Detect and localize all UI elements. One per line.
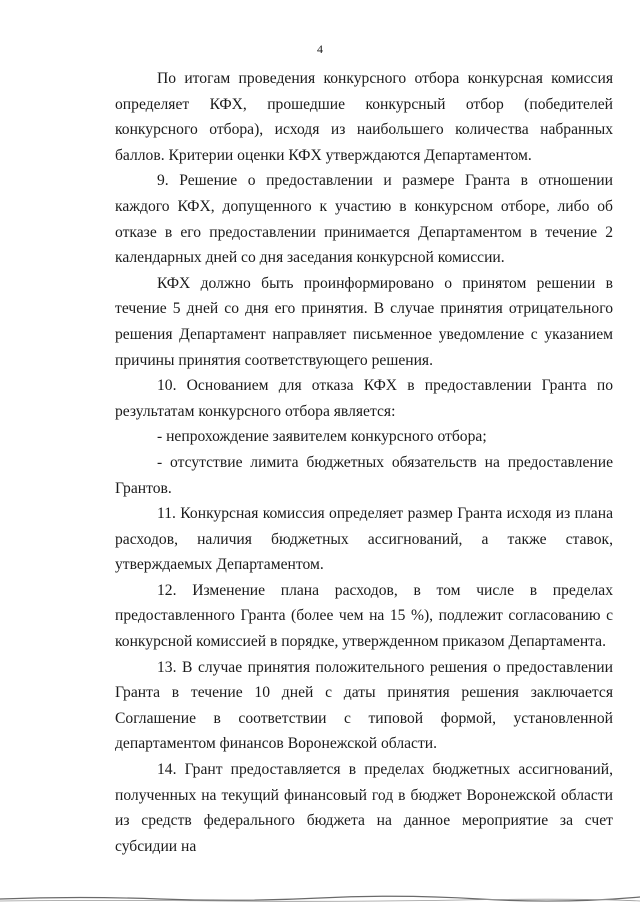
list-item-refusal-2: - отсутствие лимита бюджетных обязательств на предоставление Грантов. <box>115 453 613 497</box>
page-number: 4 <box>317 42 323 56</box>
paragraph-9-grant-decision: 9. Решение о предоставлении и размере Гранта в отношении каждого КФХ, допущенного к участию в конкурсном отборе, либо об отказе в его предоставлении принимается Департаментом в течение 2 календарных дней со дня заседания конкурсной комиссии. <box>115 172 613 267</box>
paragraph-12-plan-changes: 12. Изменение плана расходов, в том числе в пределах предоставленного Гранта (более чем на 15 %), подлежит согласованию с конкурсной комиссией в порядке, утвержденном приказом Департамента. <box>115 581 613 651</box>
paragraph-kfh-notification: КФХ должно быть проинформировано о принятом решении в течение 5 дней со дня его принятия. В случае принятия отрицательного решения Департамент направляет письменное уведомление с указанием причины принятия соответствующего решения. <box>115 274 613 369</box>
paragraph-13-agreement: 13. В случае принятия положительного решения о предоставлении Гранта в течение 10 дней с даты принятия решения заключается Соглашение в соответствии с типовой формой, установленной департаментом финансов Воронежской области. <box>115 658 613 753</box>
body-text <box>115 66 613 859</box>
paragraph-11-grant-amount: 11. Конкурсная комиссия определяет размер Гранта исходя из плана расходов, наличия бюджетных ассигнований, а также ставок, утверждаемых Департаментом. <box>115 505 613 574</box>
paragraph-10-refusal-grounds: 10. Основанием для отказа КФХ в предоставлении Гранта по результатам конкурсного отбора является: <box>115 377 613 420</box>
paragraph-14-grant-funding: 14. Грант предоставляется в пределах бюджетных ассигнований, полученных на текущий финансовый год в бюджет Воронежской области из средств федерального бюджета на данное мероприятие за счет субсидии на <box>115 761 613 855</box>
paragraph-selection-results: По итогам проведения конкурсного отбора конкурсная комиссия определяет КФХ, прошедшие конкурсный отбор (победителей конкурсного отбора), исходя из наибольшего количества набранных баллов. Критерии оценки КФХ утверждаются Департаментом. <box>115 70 613 164</box>
list-item-refusal-1: - непрохождение заявителем конкурсного отбора; <box>157 428 487 446</box>
scan-bottom-edge <box>0 893 640 903</box>
